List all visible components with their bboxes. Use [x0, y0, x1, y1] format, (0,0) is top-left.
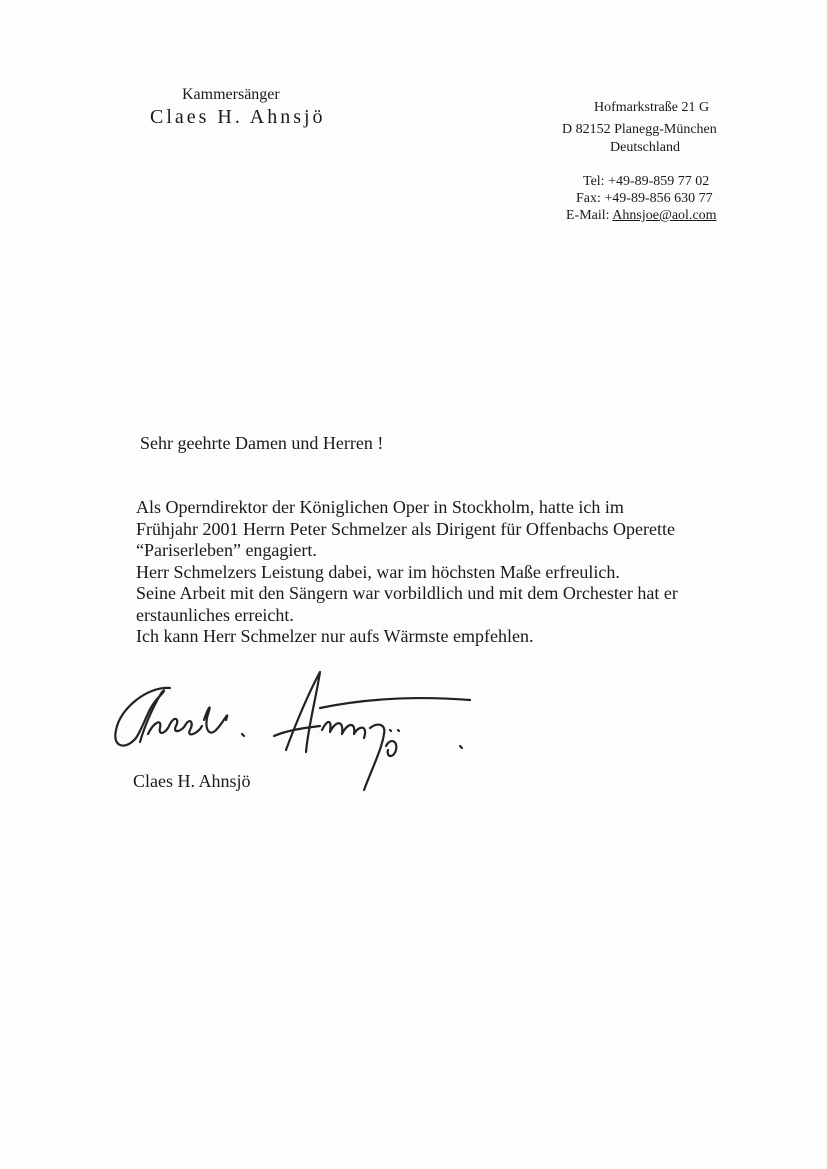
email-label: E-Mail:: [566, 208, 613, 223]
email-link[interactable]: Ahnsjoe@aol.com: [612, 208, 717, 223]
body-line: Als Operndirektor der Königlichen Oper in Stockholm, hatte ich im: [136, 497, 624, 517]
address-tel: Tel: +49-89-859 77 02: [583, 174, 710, 189]
address-street: Hofmarkstraße 21 G: [594, 100, 710, 115]
sender-name: Claes H. Ahnsjö: [150, 106, 326, 128]
signed-name: Claes H. Ahnsjö: [133, 771, 251, 791]
letter-body: [136, 497, 736, 648]
sender-title: Kammersänger: [182, 86, 280, 103]
body-line: Ich kann Herr Schmelzer nur aufs Wärmste empfehlen.: [136, 626, 534, 646]
address-city: D 82152 Planegg-München: [562, 122, 717, 137]
body-line: Seine Arbeit mit den Sängern war vorbildlich und mit dem Orchester hat er: [136, 583, 678, 603]
body-line: Frühjahr 2001 Herrn Peter Schmelzer als Dirigent für Offenbachs Operette: [136, 518, 675, 539]
address-country: Deutschland: [610, 140, 680, 155]
address-fax: Fax: +49-89-856 630 77: [576, 191, 713, 206]
body-line: erstaunliches erreicht.: [136, 604, 294, 625]
body-line: “Pariserleben” engagiert.: [136, 540, 317, 560]
address-email: [566, 208, 717, 224]
body-line: Herr Schmelzers Leistung dabei, war im höchsten Maße erfreulich.: [136, 561, 620, 582]
salutation: Sehr geehrte Damen und Herren !: [140, 433, 384, 453]
